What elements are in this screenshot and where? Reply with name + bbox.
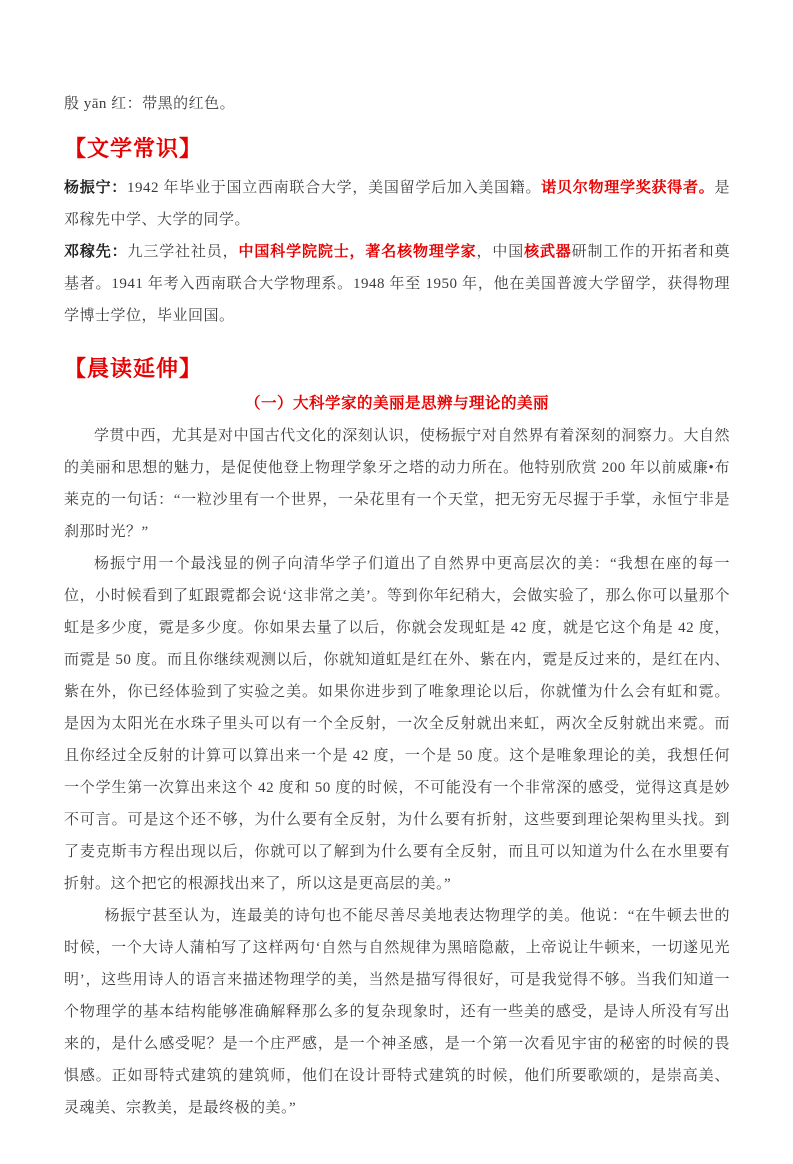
essay-paragraph-2: 杨振宁用一个最浅显的例子向清华学子们道出了自然界中更高层次的美：“我想在座的每一位，小时候看到了虹跟霓都会说‘这非常之美’。等到你年纪稍大，会做实验了，那么你可以量那个虹是多少度，霓是多少度。你如果去量了以后，你就会发现虹是 42 度，就是它这个角是 42 度，而霓是 50 度。而且你继续观测以后，你就知道虹是红在外、紫在内，霓是反过来的，是红在内、紫在外，你已经体验到了实验之美。如果你进步到了唯象理论以后，你就懂为什么会有虹和霓。是因为太阳光在水珠子里头可以有一个全反射，一次全反射就出来虹，两次全反射就出来霓。而且你经过全反射的计算可以算出来一个是 42 度，一个是 50 度。这个是唯象理论的美，我想任何一个学生第一次算出来这个 42 度和 50 度的时候，不可能没有一个非常深的感受，觉得这真是妙不可言。可是这个还不够，为什么要有全反射，为什么要有折射，这些要到理论架构里头找。到了麦克斯韦方程出现以后，你就可以了解到为什么要有全反射，而且可以知道为什么在水里要有折射。这个把它的根源找出来了，所以这是更高层的美。” — [64, 556, 730, 892]
morning-reading-heading: 【晨读延伸】 — [64, 356, 203, 381]
essay-title: （一）大科学家的美丽是思辨与理论的美丽 — [244, 395, 549, 412]
essay-paragraph-1: 学贯中西，尤其是对中国古代文化的深刻认识，使杨振宁对自然界有着深刻的洞察力。大自然的美丽和思想的魅力，是促使他登上物理学象牙之塔的动力所在。他特别欣赏 200 年以前威廉•布莱克的一句话：“一粒沙里有一个世界，一朵花里有一个天堂，把无穷无尽握于手掌，永恒宁非是刹那时光？” — [64, 428, 730, 540]
yang-zhenning-paragraph: 杨振宁：1942 年毕业于国立西南联合大学，美国留学后加入美国籍。诺贝尔物理学奖获得者。是邓稼先中学、大学的同学。 — [64, 180, 730, 228]
essay-paragraph-3: 杨振宁甚至认为，连最美的诗句也不能尽善尽美地表达物理学的美。他说：“在牛顿去世的时候，一个大诗人蒲柏写了这样两句‘自然与自然规律为黑暗隐蔽，上帝说让牛顿来，一切遂见光明’，这些用诗人的语言来描述物理学的美，当然是描写得很好，可是我觉得不够。当我们知道一个物理学的基本结构能够准确解释那么多的复杂现象时，还有一些美的感受，是诗人所没有写出来的，是什么感受呢？是一个庄严感，是一个神圣感，是一个第一次看见宇宙的秘密的时候的畏惧感。正如哥特式建筑的建筑师，他们在设计哥特式建筑的时候，他们所要歌颂的，是崇高美、灵魂美、宗教美，是最终极的美。” — [64, 908, 730, 1116]
deng-jiaxian-paragraph: 邓稼先：九三学社社员，中国科学院院士，著名核物理学家，中国核武器研制工作的开拓者和奠基者。1941 年考入西南联合大学物理系。1948 年至 1950 年，他在美国普渡大学留学，获得物理学博士学位，毕业回国。 — [64, 244, 730, 324]
literary-knowledge-heading: 【文学常识】 — [64, 136, 203, 161]
glossary-line: 殷 yān 红：带黑的红色。 — [64, 96, 236, 112]
